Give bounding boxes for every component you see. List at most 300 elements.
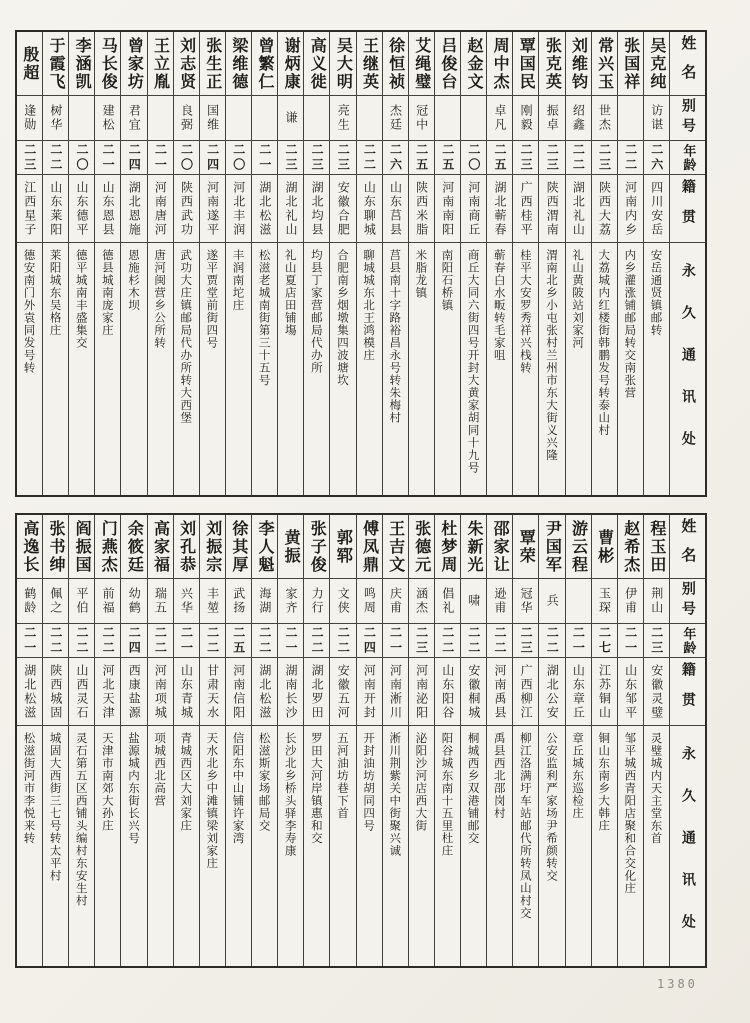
person-name: 刘孔恭 <box>177 519 197 574</box>
person-name: 张德元 <box>412 519 432 574</box>
person-name: 艾绳璧 <box>412 36 432 91</box>
person-native-place: 湖北恩施 <box>127 180 142 237</box>
person-address: 桐城西乡双港铺邮交 <box>466 732 481 845</box>
person-name: 徐恒祯 <box>386 36 406 91</box>
person-name: 殷超 <box>20 45 40 82</box>
person-address: 长沙北乡桥头驿李寿康 <box>283 732 298 857</box>
person-alias: 绍鑫 <box>571 104 586 132</box>
person-native-place: 河北天津 <box>101 663 116 720</box>
person-age: 二四 <box>127 625 142 656</box>
person-address: 松滋街河市李悦来转 <box>22 732 37 845</box>
person-name: 王继英 <box>360 36 380 91</box>
person-native-place: 广西桂平 <box>519 180 534 237</box>
person-name: 张克英 <box>543 36 563 91</box>
person-alias: 建松 <box>101 104 116 132</box>
person-age: 二二 <box>492 625 507 656</box>
person-address: 松滋老城南街第三十五号 <box>257 249 272 387</box>
entry-column <box>408 515 434 966</box>
person-native-place: 湖北松滋 <box>257 663 272 720</box>
person-alias: 前福 <box>101 587 116 615</box>
person-alias: 玉琛 <box>597 587 612 615</box>
person-age: 二二 <box>153 625 168 656</box>
entry-column <box>199 515 225 966</box>
header-alias-label: 别号 <box>679 581 696 621</box>
person-alias: 冠华 <box>519 587 534 615</box>
person-age: 二七 <box>597 625 612 656</box>
entry-column <box>460 515 486 966</box>
person-native-place: 江西星子 <box>22 180 37 237</box>
entry-column <box>94 515 120 966</box>
person-age: 二一 <box>623 625 638 656</box>
person-alias: 兵 <box>545 594 560 608</box>
person-address: 德平城南丰盛集交 <box>74 249 89 349</box>
person-alias: 涵杰 <box>414 587 429 615</box>
person-name: 张国祥 <box>621 36 641 91</box>
entry-column <box>68 515 94 966</box>
person-age: 二二 <box>623 142 638 173</box>
person-age: 二二 <box>336 625 351 656</box>
person-native-place: 湖北松滋 <box>22 663 37 720</box>
person-alias: 兴华 <box>179 587 194 615</box>
person-age: 二二 <box>257 625 272 656</box>
person-name: 李涵凯 <box>73 36 93 91</box>
person-alias: 鹤龄 <box>22 587 37 615</box>
person-alias: 啸 <box>466 594 481 608</box>
person-native-place: 山东阳谷 <box>440 663 455 720</box>
person-address: 天水北乡中滩镇梁刘家庄 <box>205 732 220 870</box>
person-native-place: 山东莒县 <box>388 180 403 237</box>
entry-column <box>356 515 382 966</box>
entry-column <box>617 515 643 966</box>
person-age: 二二 <box>545 625 560 656</box>
person-address: 五河油坊巷下首 <box>335 732 350 820</box>
header-name-label: 姓名 <box>679 34 698 93</box>
header-age-label: 年龄 <box>680 143 696 172</box>
person-name: 周中杰 <box>491 36 511 91</box>
entry-column <box>486 32 512 495</box>
entry-column <box>94 32 120 495</box>
person-age: 二三 <box>283 142 298 173</box>
person-alias: 家齐 <box>283 587 298 615</box>
person-native-place: 河南唐河 <box>153 180 168 237</box>
person-age: 二一 <box>388 625 403 656</box>
entry-column <box>17 32 42 495</box>
person-age: 二三 <box>649 625 664 656</box>
person-name: 门燕杰 <box>99 519 119 574</box>
entry-column <box>643 32 669 495</box>
entry-column <box>277 515 303 966</box>
person-address: 淅川荆紫关中街聚兴诚 <box>388 732 403 857</box>
person-age: 二〇 <box>466 142 481 173</box>
person-age: 二三 <box>519 142 534 173</box>
person-address: 禹县西北邵岗村 <box>492 732 507 820</box>
person-address: 均县丁家营邮局代办所 <box>309 249 324 374</box>
person-alias: 良弼 <box>179 104 194 132</box>
person-address: 天津市南郊大孙庄 <box>100 732 115 832</box>
person-alias: 谦 <box>283 111 298 125</box>
person-alias: 亮生 <box>336 104 351 132</box>
person-native-place: 河南开封 <box>362 663 377 720</box>
person-native-place: 江苏铜山 <box>597 663 612 720</box>
entry-column <box>356 32 382 495</box>
header-column <box>669 32 705 495</box>
entry-column <box>538 32 564 495</box>
entry-column <box>17 515 42 966</box>
person-alias: 逊甫 <box>492 587 507 615</box>
entry-column <box>120 32 146 495</box>
person-age: 二五 <box>231 625 246 656</box>
person-native-place: 陕西渭南 <box>545 180 560 237</box>
person-native-place: 山东章丘 <box>571 663 586 720</box>
person-age: 二二 <box>440 625 455 656</box>
person-name: 黄振 <box>282 528 302 565</box>
bottom-directory-table <box>15 513 707 968</box>
person-native-place: 山东聊城 <box>362 180 377 237</box>
page-number: 1380 <box>657 977 698 991</box>
person-alias: 逢勋 <box>22 104 37 132</box>
person-native-place: 湖北礼山 <box>571 180 586 237</box>
person-age: 二〇 <box>231 142 246 173</box>
person-age: 二二 <box>310 625 325 656</box>
entry-column <box>225 515 251 966</box>
person-name: 于霞飞 <box>46 36 66 91</box>
person-name: 曾家坊 <box>125 36 145 91</box>
person-alias: 武扬 <box>231 587 246 615</box>
person-age: 二三 <box>597 142 612 173</box>
person-alias: 君宜 <box>127 104 142 132</box>
person-age: 二二 <box>48 625 63 656</box>
person-alias: 力行 <box>310 587 325 615</box>
person-alias: 海湖 <box>257 587 272 615</box>
person-native-place: 湖北礼山 <box>283 180 298 237</box>
person-native-place: 河南商丘 <box>466 180 481 237</box>
person-address: 聊城城东北王鸿模庄 <box>362 249 377 362</box>
entry-column <box>434 32 460 495</box>
entry-column <box>277 32 303 495</box>
person-alias: 伊甫 <box>623 587 638 615</box>
person-name: 吴克纯 <box>647 36 667 91</box>
person-age: 二六 <box>649 142 664 173</box>
person-name: 高义徙 <box>308 36 328 91</box>
person-address: 桂平大安罗秀祥兴栈转 <box>518 249 533 374</box>
person-name: 赵金文 <box>464 36 484 91</box>
person-native-place: 山东青城 <box>179 663 194 720</box>
person-age: 二四 <box>205 142 220 173</box>
person-age: 二五 <box>492 142 507 173</box>
entry-column <box>486 515 512 966</box>
person-age: 二二 <box>48 142 63 173</box>
person-address: 莱阳城东吴格庄 <box>48 249 63 337</box>
person-age: 二四 <box>127 142 142 173</box>
person-address: 罗田大河岸镇惠和交 <box>309 732 324 845</box>
entry-column <box>120 515 146 966</box>
person-alias: 冠中 <box>414 104 429 132</box>
person-address: 礼山夏店田铺塲 <box>283 249 298 337</box>
person-name: 吕俊台 <box>438 36 458 91</box>
person-address: 青城西区大刘家庄 <box>179 732 194 832</box>
person-age: 二一 <box>283 625 298 656</box>
person-native-place: 湖南长沙 <box>283 663 298 720</box>
entry-column <box>329 32 355 495</box>
person-age: 二三 <box>545 142 560 173</box>
person-age: 二三 <box>336 142 351 173</box>
entry-column <box>147 515 173 966</box>
person-alias: 瑞五 <box>153 587 168 615</box>
person-address: 商丘大同六街四号开封大黄家胡同十九号 <box>466 249 481 474</box>
person-age: 二一 <box>153 142 168 173</box>
person-address: 城固大西街三七号转太平村 <box>48 732 63 882</box>
person-name: 傅凤鼎 <box>360 519 380 574</box>
person-age: 二一 <box>257 142 272 173</box>
person-age: 二二 <box>466 625 481 656</box>
person-native-place: 安徽桐城 <box>466 663 481 720</box>
person-name: 刘志贤 <box>177 36 197 91</box>
person-alias: 文侠 <box>336 587 351 615</box>
person-address: 丰润南坨庄 <box>231 249 246 312</box>
entry-column <box>538 515 564 966</box>
person-native-place: 湖北公安 <box>545 663 560 720</box>
person-age: 二二 <box>362 142 377 173</box>
person-native-place: 陕西武功 <box>179 180 194 237</box>
entry-column <box>173 515 199 966</box>
person-native-place: 山西灵石 <box>74 663 89 720</box>
person-age: 二五 <box>414 142 429 173</box>
entry-column <box>251 515 277 966</box>
person-name: 吴大明 <box>334 36 354 91</box>
entry-column <box>199 32 225 495</box>
person-age: 二三 <box>310 142 325 173</box>
person-native-place: 河南淅川 <box>388 663 403 720</box>
person-name: 高家福 <box>151 519 171 574</box>
person-address: 内乡灌涨铺邮局转交南张营 <box>623 249 638 399</box>
person-native-place: 四川安岳 <box>649 180 664 237</box>
entry-column <box>408 32 434 495</box>
person-name: 曹彬 <box>595 528 615 565</box>
header-native-label: 籍贯 <box>679 178 696 239</box>
person-native-place: 河南信阳 <box>231 663 246 720</box>
person-age: 二一 <box>101 142 116 173</box>
person-name: 朱新光 <box>464 519 484 574</box>
person-alias: 杰廷 <box>388 104 403 132</box>
person-name: 刘振宗 <box>203 519 223 574</box>
person-address: 礼山黄陂站刘家河 <box>571 249 586 349</box>
person-age: 二〇 <box>179 142 194 173</box>
header-column <box>669 515 705 966</box>
header-address-label: 永久通讯处 <box>679 263 696 473</box>
person-address: 遂平贾堂前街四号 <box>205 249 220 349</box>
person-age: 二一 <box>22 625 37 656</box>
person-native-place: 湖北均县 <box>310 180 325 237</box>
person-native-place: 陕西城固 <box>48 663 63 720</box>
person-address: 松滋斯家场邮局交 <box>257 732 272 832</box>
person-name: 曾繁仁 <box>255 36 275 91</box>
entry-column <box>565 32 591 495</box>
header-name-label: 姓名 <box>679 517 698 576</box>
person-native-place: 河南泌阳 <box>414 663 429 720</box>
entry-column <box>643 515 669 966</box>
person-native-place: 河南南阳 <box>440 180 455 237</box>
person-alias: 鸣周 <box>362 587 377 615</box>
person-native-place: 湖北松滋 <box>257 180 272 237</box>
person-alias: 幼鹤 <box>127 587 142 615</box>
person-address: 开封油坊胡同四号 <box>362 732 377 832</box>
person-native-place: 山东邹平 <box>623 663 638 720</box>
person-address: 德县城南庞家庄 <box>100 249 115 337</box>
person-age: 二〇 <box>74 142 89 173</box>
person-address: 德安南门外袁同发号转 <box>22 249 37 374</box>
person-name: 张子俊 <box>308 519 328 574</box>
entry-column <box>382 32 408 495</box>
entry-column <box>382 515 408 966</box>
person-alias: 平伯 <box>74 587 89 615</box>
person-native-place: 山东德平 <box>74 180 89 237</box>
person-native-place: 西康盐源 <box>127 663 142 720</box>
person-address: 安岳通贤镇邮转 <box>649 249 664 337</box>
person-age: 二三 <box>22 142 37 173</box>
person-address: 合肥南乡烟墩集四波塘坎 <box>335 249 350 387</box>
person-address: 莒县南十字路裕昌永号转朱梅村 <box>388 249 403 424</box>
person-native-place: 陕西大荔 <box>597 180 612 237</box>
person-native-place: 广西柳江 <box>519 663 534 720</box>
person-native-place: 山东莱阳 <box>48 180 63 237</box>
person-address: 唐河闽营乡公所转 <box>153 249 168 349</box>
person-name: 王立胤 <box>151 36 171 91</box>
person-address: 大荔城内红楼街韩鹏发号转泰山村 <box>597 249 612 437</box>
person-alias: 倡礼 <box>440 587 455 615</box>
person-alias: 世杰 <box>597 104 612 132</box>
person-native-place: 河南遂平 <box>205 180 220 237</box>
person-address: 项城西北高营 <box>153 732 168 807</box>
person-name: 徐其厚 <box>229 519 249 574</box>
entry-column <box>329 515 355 966</box>
person-address: 章丘城东巡检庄 <box>571 732 586 820</box>
person-native-place: 安徽灵璧 <box>649 663 664 720</box>
person-alias: 国维 <box>205 104 220 132</box>
person-address: 米脂龙镇 <box>414 249 429 299</box>
person-native-place: 山东恩县 <box>101 180 116 237</box>
entry-column <box>434 515 460 966</box>
person-name: 赵希杰 <box>621 519 641 574</box>
person-name: 余筱廷 <box>125 519 145 574</box>
top-directory-table <box>15 30 707 497</box>
person-alias: 丰堃 <box>205 587 220 615</box>
person-address: 灵璧城内天主堂东首 <box>649 732 664 845</box>
person-name: 郭郓 <box>334 528 354 565</box>
person-name: 邵家让 <box>491 519 511 574</box>
person-age: 二三 <box>414 625 429 656</box>
person-name: 马长俊 <box>99 36 119 91</box>
person-age: 二五 <box>440 142 455 173</box>
person-name: 高逸长 <box>20 519 40 574</box>
person-age: 二二 <box>571 142 586 173</box>
entry-column <box>512 515 538 966</box>
person-address: 恩施杉木坝 <box>126 249 141 312</box>
person-name: 杜梦周 <box>438 519 458 574</box>
entry-column <box>42 32 68 495</box>
entry-column <box>303 515 329 966</box>
header-age-label: 年龄 <box>680 626 696 655</box>
entry-column <box>147 32 173 495</box>
person-name: 游云程 <box>569 519 589 574</box>
header-alias-label: 别号 <box>679 98 696 138</box>
person-native-place: 安徽合肥 <box>336 180 351 237</box>
entry-column <box>591 515 617 966</box>
person-name: 张生正 <box>203 36 223 91</box>
person-name: 张书绅 <box>46 519 66 574</box>
person-name: 王吉文 <box>386 519 406 574</box>
person-native-place: 湖北蕲春 <box>492 180 507 237</box>
person-address: 铜山东南乡大韩庄 <box>597 732 612 832</box>
person-address: 灵石第五区西铺头编村东安生村 <box>74 732 89 907</box>
person-name: 尹国军 <box>543 519 563 574</box>
person-alias: 荆山 <box>649 587 664 615</box>
entry-column <box>565 515 591 966</box>
entry-column <box>225 32 251 495</box>
person-native-place: 河南内乡 <box>623 180 638 237</box>
person-name: 覃国民 <box>517 36 537 91</box>
person-address: 柳江洛满圩车站邮代所转凤山村交 <box>518 732 533 920</box>
person-age: 二六 <box>388 142 403 173</box>
person-native-place: 河南禹县 <box>492 663 507 720</box>
person-alias: 卓凡 <box>492 104 507 132</box>
person-alias: 庆甫 <box>388 587 403 615</box>
person-address: 公安监利严家场尹希颜转交 <box>544 732 559 882</box>
person-native-place: 湖北罗田 <box>310 663 325 720</box>
person-age: 二一 <box>571 625 586 656</box>
entry-column <box>42 515 68 966</box>
entry-column <box>617 32 643 495</box>
person-native-place: 甘肃天水 <box>205 663 220 720</box>
entry-column <box>591 32 617 495</box>
person-native-place: 河北丰润 <box>231 180 246 237</box>
person-name: 阎振国 <box>73 519 93 574</box>
person-alias: 振卓 <box>545 104 560 132</box>
person-name: 覃荣 <box>517 528 537 565</box>
person-name: 常兴玉 <box>595 36 615 91</box>
person-native-place: 陕西米脂 <box>414 180 429 237</box>
person-alias: 访谌 <box>649 104 664 132</box>
entry-column <box>512 32 538 495</box>
person-name: 李人魁 <box>255 519 275 574</box>
person-age: 二三 <box>519 625 534 656</box>
entry-column <box>251 32 277 495</box>
person-age: 二四 <box>362 625 377 656</box>
person-address: 泌阳沙河店西大街 <box>414 732 429 832</box>
person-alias: 树华 <box>48 104 63 132</box>
person-name: 谢炳康 <box>282 36 302 91</box>
person-address: 邹平城西青阳店聚和合交化庄 <box>623 732 638 895</box>
person-address: 信阳东中山铺许家湾 <box>231 732 246 845</box>
person-age: 二二 <box>101 625 116 656</box>
person-age: 二二 <box>74 625 89 656</box>
person-native-place: 河南项城 <box>153 663 168 720</box>
person-address: 渭南北乡小屯张村兰州市东大街义兴隆 <box>544 249 559 462</box>
person-address: 盐源城内东街长兴号 <box>126 732 141 845</box>
person-address: 武功大庄镇邮局代办所转大西堡 <box>179 249 194 424</box>
person-address: 阳谷城东南十五里杜庄 <box>440 732 455 857</box>
header-native-label: 籍贯 <box>679 661 696 722</box>
entry-column <box>303 32 329 495</box>
person-address: 南阳石桥镇 <box>440 249 455 312</box>
header-address-label: 永久通讯处 <box>679 746 696 956</box>
person-alias: 刚毅 <box>519 104 534 132</box>
entry-column <box>68 32 94 495</box>
person-address: 蕲春白水畈转毛家咀 <box>492 249 507 362</box>
entry-column <box>173 32 199 495</box>
person-name: 刘维钧 <box>569 36 589 91</box>
person-name: 程玉田 <box>647 519 667 574</box>
person-age: 二二 <box>205 625 220 656</box>
